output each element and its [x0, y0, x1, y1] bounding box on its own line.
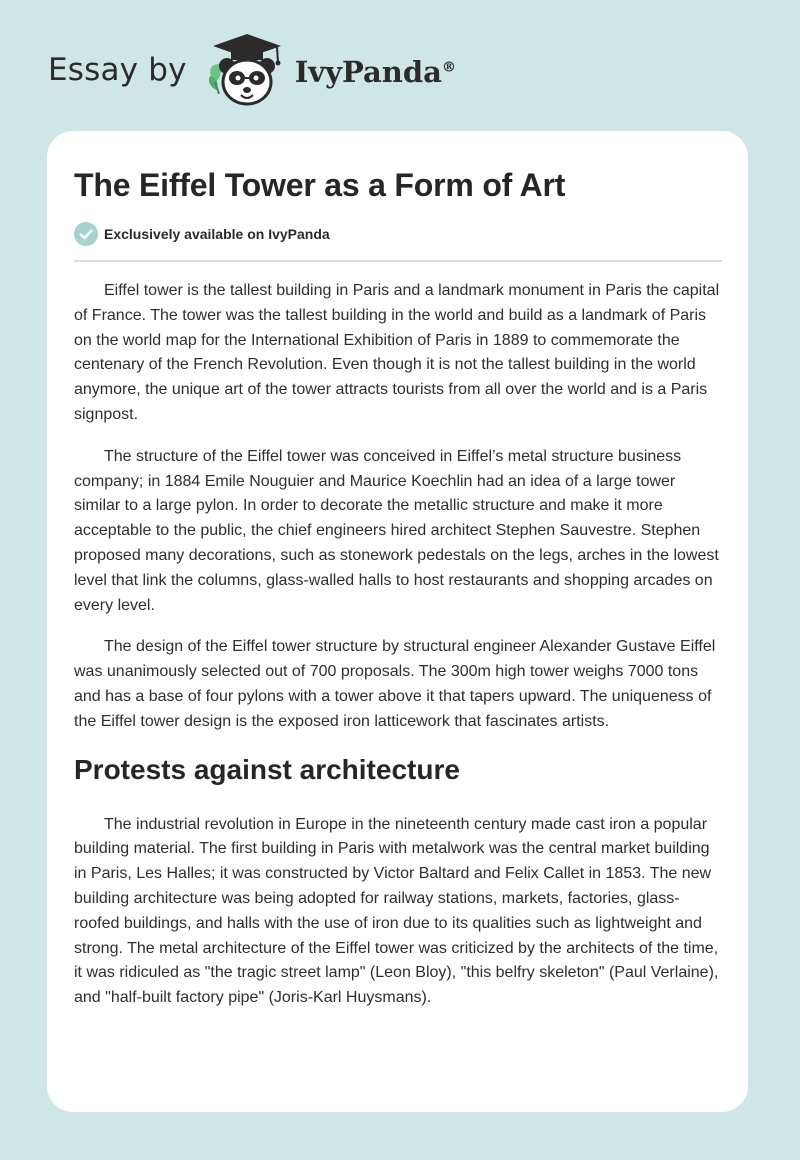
- panda-logo-icon[interactable]: [201, 30, 293, 110]
- brand-name[interactable]: [295, 55, 456, 89]
- page-title: The Eiffel Tower as a Form of Art: [74, 167, 566, 203]
- paragraph: The structure of the Eiffel tower was conceived in Eiffel’s metal structure business company; in 1884 Emile Nouguier and Maurice Koechlin had an idea of a large tower similar to a large pylon. In order to decorate the metallic structure and make it more acceptable to the public, the chief engineers hired architect Stephen Sauvestre. Stephen proposed many decorations, such as stonework pedestals on the legs, arches in the lowest level that link the columns, glass-walled halls to host restaurants and shopping arcades on every level.: [74, 447, 719, 614]
- registered-mark: ®: [441, 59, 456, 76]
- exclusive-badge: [74, 222, 722, 246]
- check-icon: [74, 222, 98, 246]
- essay-by-label: Essay by: [48, 52, 187, 88]
- paragraph: The design of the Eiffel tower structure by structural engineer Alexander Gustave Eiffel was unanimously selected out of 700 proposals. The 300m high tower weighs 7000 tons and has a base of four pylons with a tower above it that tapers upward. The uniqueness of the Eiffel tower design is the exposed iron latticework that fascinates artists.: [74, 638, 716, 730]
- paragraph: The industrial revolution in Europe in the nineteenth century made cast iron a popular building material. The first building in Paris with metalwork was the central market building in Paris, Les Halles; it was constructed by Victor Baltard and Felix Callet in 1853. The new building architecture was being adopted for railway stations, markets, factories, glass-roofed buildings, and halls with the use of iron due to its qualities such as lightweight and strong. The metal architecture of the Eiffel tower was criticized by the architects of the time, it was ridiculed as "the tragic street lamp" (Leon Bloy), "this belfry skeleton" (Paul Verlaine), and "half-built factory pipe" (Joris-Karl Huysmans).: [74, 815, 719, 1007]
- brand-label: IvyPanda: [294, 55, 442, 89]
- essay-card: [47, 131, 748, 1112]
- paragraph: Eiffel tower is the tallest building in Paris and a landmark monument in Paris the capital of France. The tower was the tallest building in the world and build as a landmark of Paris on the world map for the International Exhibition of Paris in 1889 to commemorate the centenary of the French Revolution. Even though it is not the tallest building in the world anymore, the unique art of the tower attracts tourists from all over the world and is a Paris signpost.: [74, 282, 720, 423]
- divider: [74, 260, 722, 262]
- section-heading: Protests against architecture: [74, 753, 460, 785]
- badge-label: Exclusively available on IvyPanda: [104, 226, 330, 242]
- site-header: [48, 30, 456, 110]
